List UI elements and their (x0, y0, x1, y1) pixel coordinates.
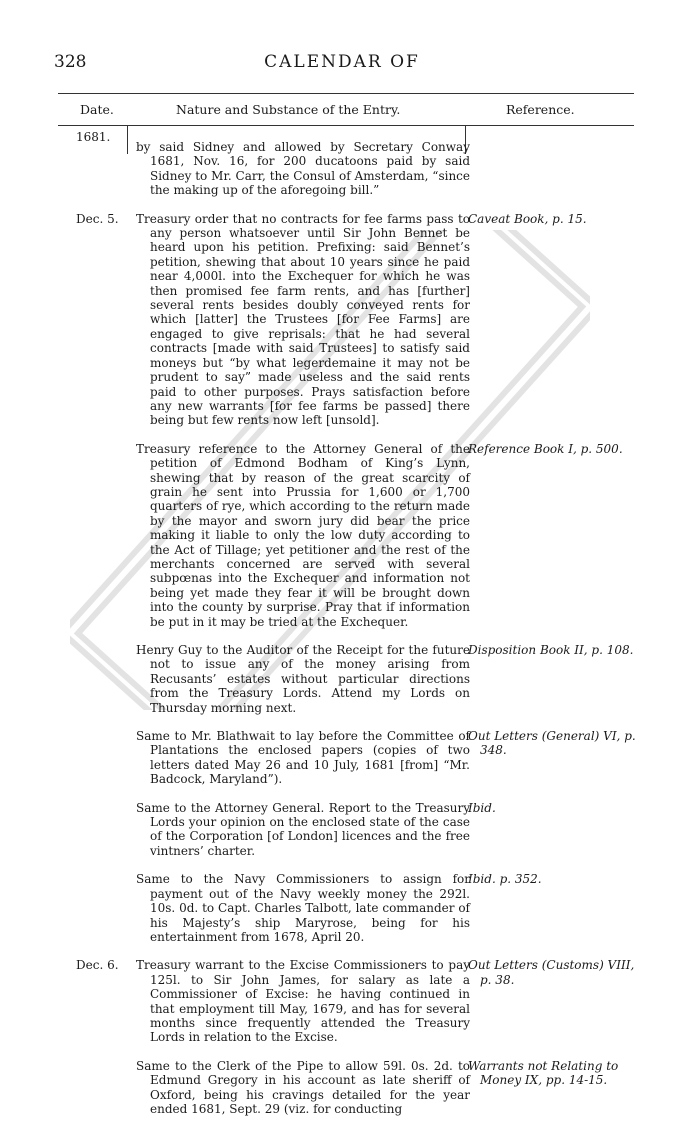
entry-text: Same to the Attorney General. Report to the Treasury Lords your opinion on the enclosed state of the case of the Corporation [of London] licences and the free vintners’ charter. (136, 800, 470, 858)
reference-column-header: Reference. (506, 102, 575, 117)
page-number: 328 (54, 52, 87, 72)
entry-row (58, 872, 634, 944)
header-rule-bottom (58, 125, 634, 126)
running-title: CALENDAR OF (264, 52, 420, 72)
entry-reference: Caveat Book, p. 15. (468, 211, 587, 226)
entry-row (58, 729, 634, 787)
entries-list (58, 128, 634, 1130)
entry-row (58, 958, 634, 1044)
header-rule-top (58, 93, 634, 94)
entry-row (58, 643, 634, 715)
entry-date: Dec. 5. (76, 211, 119, 226)
date-column-header: Date. (80, 102, 114, 117)
entry-reference: Ibid. (468, 800, 496, 815)
entry-text: Treasury order that no contracts for fee farms pass to any person whatsoever until Sir John Bennet be heard upon his petition. Prefixing: said Bennet’s petition, shewing that about 10 years since he paid near 4,000l. into the Exchequer for which he was then promised fee farm rents, and has [further] several rents besides doubly conveyed rents for which [latter] the Trustees [for Fee Farms] are engaged to give reprisals: that he had several contracts [made with said Trustees] to satisfy said moneys but “by what legerdemaine it may not be prudent to say” made useless and the said rents paid to other purposes. Prays satisfaction before any new warrants [for fee farms be passed] there being but few rents now left [unsold]. (136, 211, 470, 428)
entry-text: Same to the Clerk of the Pipe to allow 59l. 0s. 2d. to Edmund Gregory in his account as late sheriff of Oxford, being his cravings detailed for the year ended 1681, Sept. 29 (viz. for conducting (136, 1058, 470, 1116)
entry-row (58, 1059, 634, 1117)
nature-column-header: Nature and Substance of the Entry. (176, 102, 401, 117)
entry-row (58, 212, 634, 428)
entry-text: by said Sidney and allowed by Secretary Conway 1681, Nov. 16, for 200 ducatoons paid by said Sidney to Mr. Carr, the Consul of Amsterdam, “since the making up of the aforegoing bill.” (136, 140, 470, 198)
entry-text: Henry Guy to the Auditor of the Receipt for the future not to issue any of the money arising from Recusants’ estates without particular directions from the Treasury Lords. Attend my Lords on Thursday morning next. (136, 643, 470, 715)
entry-row (58, 442, 634, 629)
entry-text: Treasury warrant to the Excise Commissioners to pay 125l. to Sir John James, for salary as late a Commissioner of Excise: he having continued in that employment till May, 1679, and has for several months since frequently attended the Treasury Lords in relation to the Excise. (136, 958, 470, 1045)
entry-row (58, 801, 634, 859)
entry-reference: Warrants not Relating to Money IX, pp. 14-15. (468, 1058, 619, 1088)
entry-reference: Ibid. p. 352. (468, 872, 542, 887)
entry-row (58, 140, 634, 198)
year-marker: 1681. (76, 130, 111, 144)
entry-reference: Out Letters (General) VI, p. 348. (468, 729, 636, 758)
page-header (54, 52, 630, 76)
entry-reference: Out Letters (Customs) VIII, p. 38. (468, 958, 635, 987)
entry-text: Treasury reference to the Attorney General of the petition of Edmond Bodham of King’s Lynn, shewing that by reason of the great scarcity of grain he sent into Prussia for 1,600 or 1,700 quarters of rye, which according to the return made by the mayor and sworn jury did bear the price making it liable to only the low duty according to the Act of Tillage; yet petitioner and the rest of the merchants concerned are served with several subpœnas into the Exchequer and information not being yet made they fear it will be brought down into the county by surprise. Pray that if information be put in it may be tried at the Exchequer. (136, 441, 470, 629)
entry-text: Same to Mr. Blathwait to lay before the Committee of Plantations the enclosed papers (copies of two letters dated May 26 and 10 July, 1681 [from] “Mr. Badcock, Maryland”). (136, 729, 470, 787)
entry-date: Dec. 6. (76, 958, 119, 973)
entry-text: Same to the Navy Commissioners to assign for payment out of the Navy weekly money the 292l. 10s. 0d. to Capt. Charles Talbott, late commander of his Majesty’s ship Maryrose, being for his entertainment from 1678, April 20. (136, 872, 470, 944)
entry-reference: Disposition Book II, p. 108. (468, 643, 634, 657)
column-headers (58, 102, 634, 124)
entry-reference: Reference Book I, p. 500. (468, 441, 623, 456)
